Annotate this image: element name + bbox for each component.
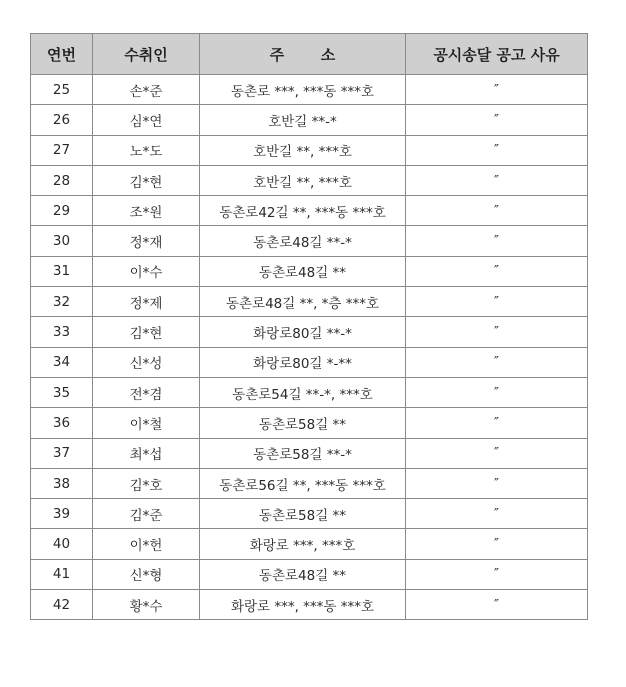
- cell-no: 42: [31, 590, 93, 620]
- header-recipient: 수취인: [93, 34, 200, 75]
- table-row: [31, 499, 588, 529]
- cell-recipient: 정*재: [93, 226, 200, 256]
- cell-no: 32: [31, 287, 93, 317]
- cell-address: 동촌로 ***, ***동 ***호: [200, 75, 406, 105]
- table-row: [31, 317, 588, 347]
- table-row: [31, 226, 588, 256]
- cell-recipient: 이*헌: [93, 529, 200, 559]
- cell-recipient: 손*준: [93, 75, 200, 105]
- table-row: [31, 196, 588, 226]
- cell-reason: ″: [406, 559, 588, 589]
- cell-address: 동촌로58길 **: [200, 408, 406, 438]
- table-header: [31, 34, 588, 75]
- cell-recipient: 노*도: [93, 135, 200, 165]
- cell-no: 31: [31, 256, 93, 286]
- table-row: [31, 256, 588, 286]
- cell-address: 호반길 **, ***호: [200, 135, 406, 165]
- cell-recipient: 이*수: [93, 256, 200, 286]
- table-row: [31, 529, 588, 559]
- cell-recipient: 신*형: [93, 559, 200, 589]
- table-row: [31, 408, 588, 438]
- cell-reason: ″: [406, 135, 588, 165]
- cell-address: 동촌로48길 **: [200, 559, 406, 589]
- cell-recipient: 조*원: [93, 196, 200, 226]
- cell-recipient: 김*호: [93, 468, 200, 498]
- cell-recipient: 김*준: [93, 499, 200, 529]
- table-body: [31, 75, 588, 620]
- cell-address: 화랑로80길 *-**: [200, 347, 406, 377]
- cell-address: 동촌로58길 **: [200, 499, 406, 529]
- cell-no: 34: [31, 347, 93, 377]
- cell-address: 동촌로54길 **-*, ***호: [200, 377, 406, 407]
- cell-no: 39: [31, 499, 93, 529]
- cell-reason: ″: [406, 468, 588, 498]
- cell-no: 28: [31, 165, 93, 195]
- cell-address: 동촌로42길 **, ***동 ***호: [200, 196, 406, 226]
- header-address: 주 소: [200, 34, 406, 75]
- header-reason: 공시송달 공고 사유: [406, 34, 588, 75]
- cell-reason: ″: [406, 408, 588, 438]
- cell-no: 40: [31, 529, 93, 559]
- cell-address: 호반길 **-*: [200, 105, 406, 135]
- cell-recipient: 심*연: [93, 105, 200, 135]
- header-no: 연번: [31, 34, 93, 75]
- table-row: [31, 75, 588, 105]
- cell-address: 동촌로56길 **, ***동 ***호: [200, 468, 406, 498]
- cell-address: 동촌로48길 **: [200, 256, 406, 286]
- cell-recipient: 정*제: [93, 287, 200, 317]
- cell-no: 29: [31, 196, 93, 226]
- table-row: [31, 347, 588, 377]
- cell-recipient: 전*겸: [93, 377, 200, 407]
- cell-no: 37: [31, 438, 93, 468]
- cell-address: 화랑로80길 **-*: [200, 317, 406, 347]
- cell-reason: ″: [406, 256, 588, 286]
- cell-reason: ″: [406, 287, 588, 317]
- cell-address: 동촌로58길 **-*: [200, 438, 406, 468]
- cell-recipient: 김*현: [93, 165, 200, 195]
- cell-reason: ″: [406, 105, 588, 135]
- cell-recipient: 신*성: [93, 347, 200, 377]
- cell-reason: ″: [406, 317, 588, 347]
- cell-reason: ″: [406, 438, 588, 468]
- cell-reason: ″: [406, 499, 588, 529]
- cell-address: 동촌로48길 **-*: [200, 226, 406, 256]
- cell-address: 화랑로 ***, ***호: [200, 529, 406, 559]
- table-row: [31, 165, 588, 195]
- cell-no: 41: [31, 559, 93, 589]
- cell-reason: ″: [406, 75, 588, 105]
- cell-recipient: 황*수: [93, 590, 200, 620]
- cell-no: 38: [31, 468, 93, 498]
- table-row: [31, 105, 588, 135]
- table-row: [31, 135, 588, 165]
- cell-reason: ″: [406, 377, 588, 407]
- table-row: [31, 287, 588, 317]
- cell-no: 25: [31, 75, 93, 105]
- table-row: [31, 590, 588, 620]
- notice-table: [30, 33, 588, 620]
- table-row: [31, 559, 588, 589]
- cell-recipient: 김*현: [93, 317, 200, 347]
- cell-address: 화랑로 ***, ***동 ***호: [200, 590, 406, 620]
- table-row: [31, 377, 588, 407]
- cell-address: 동촌로48길 **, *층 ***호: [200, 287, 406, 317]
- cell-reason: ″: [406, 165, 588, 195]
- cell-recipient: 이*철: [93, 408, 200, 438]
- cell-reason: ″: [406, 347, 588, 377]
- table-row: [31, 438, 588, 468]
- header-row: [31, 34, 588, 75]
- cell-no: 26: [31, 105, 93, 135]
- cell-recipient: 최*섭: [93, 438, 200, 468]
- cell-no: 36: [31, 408, 93, 438]
- cell-reason: ″: [406, 226, 588, 256]
- table-row: [31, 468, 588, 498]
- cell-reason: ″: [406, 529, 588, 559]
- cell-no: 35: [31, 377, 93, 407]
- cell-reason: ″: [406, 196, 588, 226]
- cell-no: 33: [31, 317, 93, 347]
- cell-no: 30: [31, 226, 93, 256]
- cell-no: 27: [31, 135, 93, 165]
- cell-reason: ″: [406, 590, 588, 620]
- cell-address: 호반길 **, ***호: [200, 165, 406, 195]
